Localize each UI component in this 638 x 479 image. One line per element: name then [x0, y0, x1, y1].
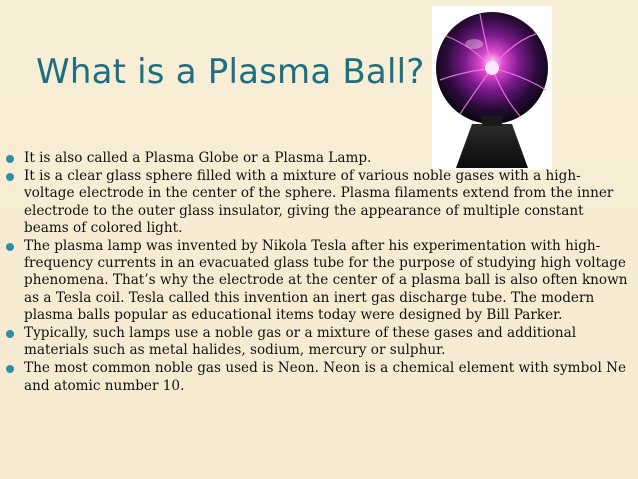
- bullet-item: [4, 168, 630, 237]
- bullet-item: [4, 150, 630, 167]
- bullet-dot-icon: [6, 365, 14, 373]
- bullet-text: It is also called a Plasma Globe or a Plasma Lamp.: [24, 150, 372, 166]
- bullet-dot-icon: [6, 243, 14, 251]
- bullet-dot-icon: [6, 330, 14, 338]
- bullet-dot-icon: [6, 155, 14, 163]
- bullet-item: [4, 325, 630, 359]
- plasma-ball-photo: [432, 6, 552, 170]
- bullet-text: It is a clear glass sphere filled with a mixture of various noble gases with a high-voltage electrode in the center of the sphere. Plasma filaments extend from the inner electrode to the outer glass insulator, giving the appearance of multiple constant beams of colored light.: [24, 168, 614, 236]
- bullet-item: [4, 238, 630, 324]
- slide-title: What is a Plasma Ball?: [36, 52, 425, 92]
- bullet-text: Typically, such lamps use a noble gas or a mixture of these gases and additional materials such as metal halides, sodium, mercury or sulphur.: [24, 325, 577, 359]
- bullet-text: The plasma lamp was invented by Nikola Tesla after his experimentation with high-frequency currents in an evacuated glass tube for the purpose of studying high voltage phenomena. That’s why the electrode at the center of a plasma ball is also often known as a Tesla coil. Tesla called this invention an inert gas discharge tube. The modern plasma balls popular as educational items today were designed by Bill Parker.: [24, 238, 628, 323]
- bullet-item: [4, 360, 630, 394]
- bullet-list: [4, 150, 630, 396]
- bullet-text: The most common noble gas used is Neon. Neon is a chemical element with symbol Ne and atomic number 10.: [24, 360, 627, 394]
- bullet-dot-icon: [6, 173, 14, 181]
